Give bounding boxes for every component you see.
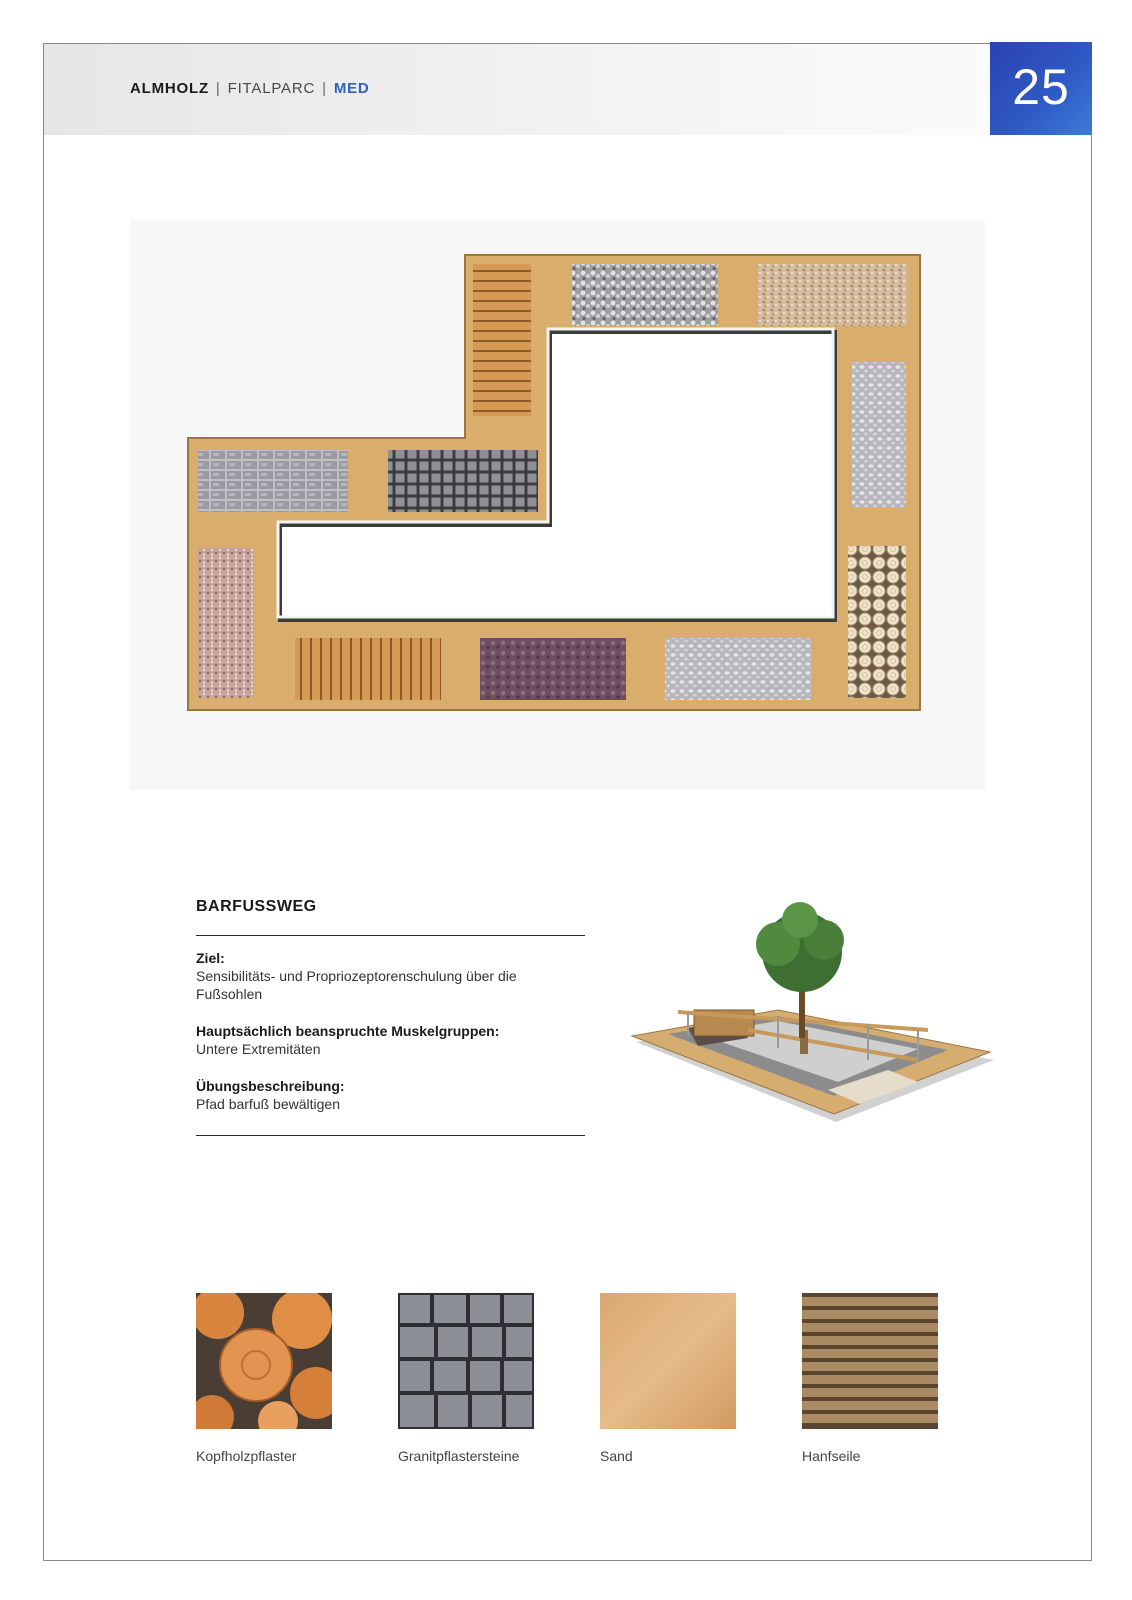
swatch-hanfseile [802, 1293, 938, 1429]
caption-kopfholzpflaster: Kopfholzpflaster [196, 1448, 297, 1464]
wood-log-ends-icon [196, 1293, 332, 1429]
exercise-text: Pfad barfuß bewältigen [196, 1096, 340, 1112]
caption-granitpflastersteine: Granitpflastersteine [398, 1448, 520, 1464]
muscles-text: Untere Extremitäten [196, 1041, 321, 1057]
caption-hanfseile: Hanfseile [802, 1448, 861, 1464]
swatch-granitpflastersteine [398, 1293, 534, 1429]
swatch-sand [600, 1293, 736, 1429]
swatch-kopfholzpflaster [196, 1293, 332, 1429]
section-title: BARFUSSWEG [196, 898, 317, 915]
brand-line [130, 80, 370, 97]
hemp-rope-icon [802, 1293, 938, 1429]
divider-top [196, 935, 585, 936]
sand-icon [600, 1293, 736, 1429]
goal-block [196, 949, 596, 1003]
muscles-label: Hauptsächlich beanspruchte Muskelgruppen: [196, 1023, 500, 1039]
page-number: 25 [1012, 59, 1070, 115]
brand-edition: MED [333, 80, 370, 97]
caption-sand: Sand [600, 1448, 633, 1464]
page-number-box [990, 42, 1092, 135]
barefoot-path-plan-image [130, 220, 985, 790]
brand-series: FITALPARC [227, 80, 316, 97]
goal-label: Ziel: [196, 950, 225, 966]
exercise-block [196, 1077, 596, 1113]
brand-separator: | [215, 80, 221, 97]
goal-text: Sensibilitäts- und Propriozeptorenschulung über die Fußsohlen [196, 968, 517, 1002]
brand-name: ALMHOLZ [130, 80, 209, 97]
muscles-block [196, 1022, 596, 1058]
brand-separator-2: | [322, 80, 327, 97]
barefoot-path-3d-image [628, 900, 1002, 1130]
exercise-label: Übungsbeschreibung: [196, 1078, 345, 1094]
divider-bottom [196, 1135, 585, 1136]
granite-cobbles-icon [398, 1293, 534, 1429]
